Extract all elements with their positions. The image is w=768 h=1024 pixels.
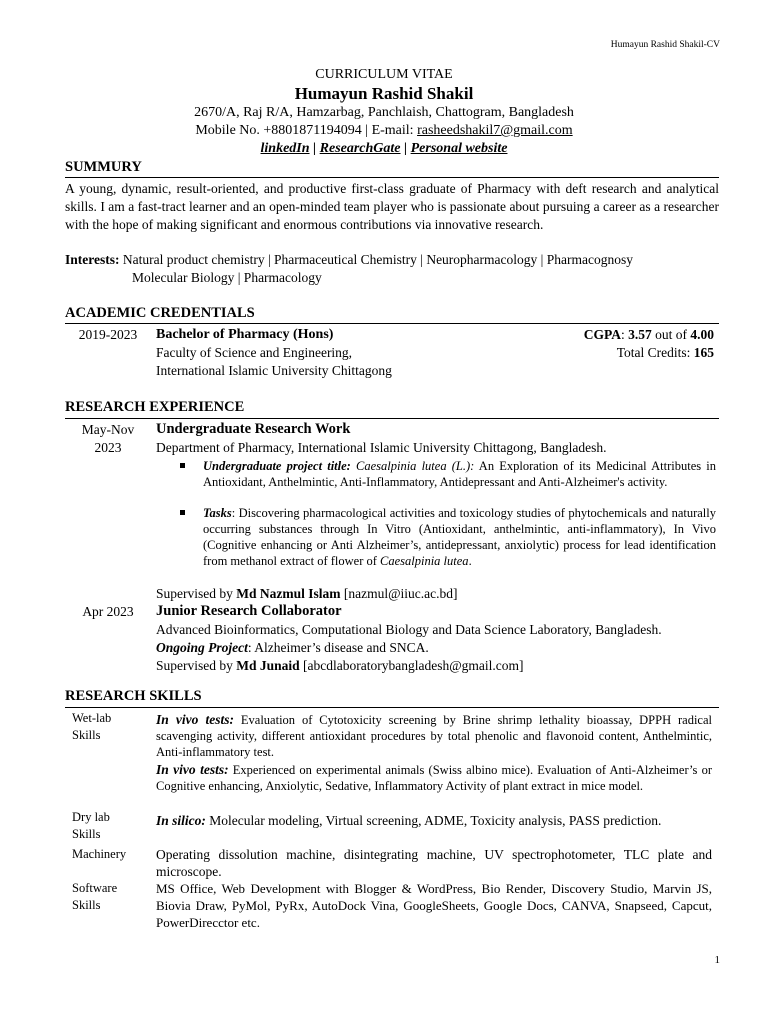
credits-line bbox=[500, 344, 714, 362]
bullet-text bbox=[203, 505, 716, 569]
bullet-label: Tasks bbox=[203, 506, 232, 520]
bullet-text bbox=[203, 458, 716, 490]
bullet-tail: . bbox=[468, 554, 472, 568]
link-separator: | bbox=[400, 141, 411, 156]
skill-text-machinery: Operating dissolution machine, disintegrating machine, UV spectrophotometer, TLC plate and microscope. bbox=[156, 847, 712, 879]
skill-text-wetlab-2 bbox=[156, 762, 712, 794]
skill-label-line: Skills bbox=[72, 898, 101, 912]
academic-results bbox=[500, 326, 714, 362]
supervisor-line-1 bbox=[156, 585, 716, 602]
academic-entry bbox=[156, 326, 486, 380]
faculty: Faculty of Science and Engineering, bbox=[156, 345, 353, 360]
project-label: Ongoing Project bbox=[156, 640, 248, 655]
section-divider bbox=[65, 707, 719, 708]
skill-label-software bbox=[72, 880, 152, 914]
skill-body: Experienced on experimental animals (Swiss albino mice). Evaluation of Anti-Alzheimer’s or Cognitive enhancing, Anxiolytic, Sedative, Inflammatory Activity of plant extract in mice model. bbox=[156, 763, 712, 793]
skill-text-software: MS Office, Web Development with Blogger & WordPress, Bio Render, Discovery Studio, Marvin JS, Biovia Draw, PyMol, PyRx, AutoDock Vina, GoogleSheets, Google Docs, CANVA, Snapseed, Capcut, PowerDirecctor etc. bbox=[156, 881, 712, 930]
summary-heading: SUMMURY bbox=[65, 159, 142, 175]
project-text: : Alzheimer’s disease and SNCA. bbox=[247, 640, 429, 655]
project-bullet bbox=[156, 458, 716, 490]
skill-text-drylab bbox=[156, 812, 712, 829]
bullet-icon bbox=[180, 463, 185, 468]
academic-date: 2019-2023 bbox=[78, 327, 138, 342]
degree-title: Bachelor of Pharmacy (Hons) bbox=[156, 327, 334, 342]
supervised-prefix: Supervised by bbox=[156, 658, 237, 673]
email-link[interactable]: rasheedshakil7@gmail.com bbox=[417, 123, 573, 138]
bullet-icon bbox=[180, 510, 185, 515]
skill-label-wetlab bbox=[72, 710, 152, 744]
section-divider bbox=[65, 418, 719, 419]
credits-value: 165 bbox=[693, 345, 714, 360]
interests-line-2: Molecular Biology | Pharmacology bbox=[132, 270, 322, 285]
skill-label-line: Wet-lab bbox=[72, 711, 112, 725]
cgpa-line bbox=[500, 326, 714, 344]
interests-line-1: Natural product chemistry | Pharmaceutical Chemistry | Neuropharmacology | Pharmacognosy bbox=[119, 252, 633, 267]
address: 2670/A, Raj R/A, Hamzarbag, Panchlaish, Chattogram, Bangladesh bbox=[194, 105, 574, 120]
skill-label-inline: In vivo tests: bbox=[156, 762, 229, 777]
research-role: Junior Research Collaborator bbox=[156, 603, 342, 619]
skill-label-line: Dry lab bbox=[72, 810, 110, 824]
bullet-body: An Exploration of its Medicinal Attributes in Antioxidant, Anthelmintic, Anti-Inflammatory, Antidepressant and Anti-Alzheimer's activity. bbox=[203, 459, 716, 489]
running-header: Humayun Rashid Shakil-CV bbox=[610, 40, 720, 50]
supervisor-email: [nazmul@iiuc.ac.bd] bbox=[340, 586, 458, 601]
bullet-body: : Discovering pharmacological activities and toxicology studies of phytochemicals and naturally occurring substances through In Vitro (Antioxidant, anthelmintic, anti-inflammatory), In Vivo (Cognitive enhancing or Anti Alzheimer’s, antidepressant, anxiolytic) process for lead identification from methanol extract of flower of bbox=[203, 506, 716, 568]
skill-label-drylab bbox=[72, 809, 152, 843]
research-date-2: Apr 2023 bbox=[82, 604, 134, 619]
skill-body: Evaluation of Cytotoxicity screening by Brine shrimp lethality bioassay, DPPH radical scavenging activity, different antioxidant procedures by total phenolic and flavonoid content, Anthelmintic, Anti-inflammatory test. bbox=[156, 713, 712, 759]
skill-label-machinery: Machinery bbox=[72, 847, 127, 861]
mobile-text: Mobile No. +8801871194094 | E-mail: bbox=[195, 123, 418, 138]
date-line: May-Nov bbox=[81, 422, 135, 437]
cgpa-label: CGPA bbox=[583, 327, 621, 342]
skill-label-line: Skills bbox=[72, 827, 101, 841]
doc-title: CURRICULUM VITAE bbox=[315, 67, 453, 82]
supervisor-email: [abcdlaboratorybangladesh@gmail.com] bbox=[299, 658, 524, 673]
link-separator: | bbox=[309, 141, 320, 156]
cgpa-value: 3.57 bbox=[628, 327, 652, 342]
ongoing-project bbox=[156, 639, 716, 657]
tasks-bullet bbox=[156, 505, 716, 569]
skill-label-line: Skills bbox=[72, 728, 101, 742]
supervised-prefix: Supervised by bbox=[156, 586, 237, 601]
linkedin-link[interactable]: linkedIn bbox=[260, 141, 310, 156]
skills-heading: RESEARCH SKILLS bbox=[65, 688, 202, 704]
university: International Islamic University Chittagong bbox=[156, 363, 392, 378]
species-name: Caesalpinia lutea (L.): bbox=[356, 459, 475, 473]
section-divider bbox=[65, 323, 719, 324]
summary-text: A young, dynamic, result-oriented, and productive first-class graduate of Pharmacy with deft research and analytical skills. I am a fast-tract learner and an open-minded team player who is passionate about pursuing a career as a researcher with the hope of making significant and enormous contributions via innovative research. bbox=[65, 181, 719, 232]
credits-label: Total Credits: bbox=[616, 345, 694, 360]
research-role: Undergraduate Research Work bbox=[156, 421, 351, 437]
research-org: Advanced Bioinformatics, Computational Biology and Data Science Laboratory, Bangladesh. bbox=[156, 622, 662, 637]
cgpa-max: 4.00 bbox=[690, 327, 714, 342]
skill-label-inline: In silico: bbox=[156, 813, 206, 828]
page-number: 1 bbox=[714, 954, 720, 966]
researchgate-link[interactable]: ResearchGate bbox=[319, 141, 401, 156]
section-divider bbox=[65, 177, 719, 178]
research-org: Department of Pharmacy, International Islamic University Chittagong, Bangladesh. bbox=[156, 440, 607, 455]
skill-text-wetlab-1 bbox=[156, 712, 712, 760]
research-date-1 bbox=[65, 421, 151, 457]
interests-label: Interests: bbox=[65, 252, 120, 267]
personal-website-link[interactable]: Personal website bbox=[410, 141, 508, 156]
profile-links bbox=[0, 140, 768, 158]
person-name: Humayun Rashid Shakil bbox=[294, 84, 474, 103]
skill-label-inline: In vivo tests: bbox=[156, 712, 235, 727]
cgpa-sep: : bbox=[620, 327, 629, 342]
contact-line bbox=[0, 122, 768, 140]
supervisor-name: Md Nazmul Islam bbox=[236, 586, 341, 601]
interests bbox=[65, 251, 725, 287]
skill-label-line: Software bbox=[72, 881, 118, 895]
date-line: 2023 bbox=[94, 440, 122, 455]
cgpa-out-of: out of bbox=[651, 327, 691, 342]
supervisor-name: Md Junaid bbox=[236, 658, 300, 673]
research-entry-1 bbox=[156, 420, 716, 457]
research-entry-2 bbox=[156, 602, 716, 674]
supervisor-line-2 bbox=[156, 657, 716, 674]
cv-header bbox=[0, 66, 768, 158]
academic-heading: ACADEMIC CREDENTIALS bbox=[65, 305, 255, 321]
species-name: Caesalpinia lutea bbox=[380, 554, 469, 568]
bullet-label: Undergraduate project title: bbox=[203, 459, 351, 473]
skill-body: Molecular modeling, Virtual screening, ADME, Toxicity analysis, PASS prediction. bbox=[205, 813, 662, 828]
research-heading: RESEARCH EXPERIENCE bbox=[65, 399, 245, 415]
